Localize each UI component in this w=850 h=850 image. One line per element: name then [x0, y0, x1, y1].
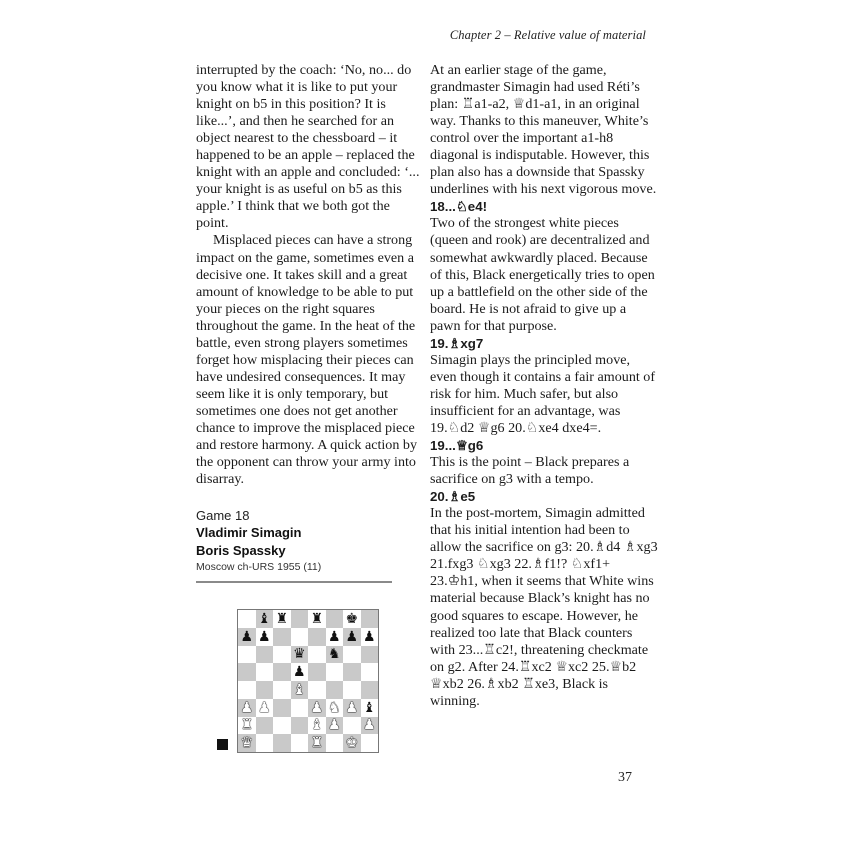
running-head: Chapter 2 – Relative value of material: [449, 28, 646, 42]
square-d6: [291, 646, 309, 664]
black-pawn-icon: ♟: [240, 628, 254, 645]
paragraph: At an earlier stage of the game, grandmaster Simagin had used Réti’s plan: ♖a1-a2, ♕d1-a1, in an original way. Thanks to this maneuver, White’s control over the important a1-h8 diagonal is indisputable. However, this plan also has a downside that Spassky underlines with his next vigorous move.: [430, 62, 657, 198]
white-pawn-icon: ♟: [310, 699, 324, 716]
black-bishop-icon: ♝: [257, 610, 271, 627]
move-heading: 19...♕g6: [430, 438, 484, 454]
square-d7: [291, 628, 309, 646]
square-f8: [326, 610, 344, 628]
square-c7: [273, 628, 291, 646]
square-a4: [238, 681, 256, 699]
chess-diagram: [237, 609, 379, 753]
square-e4: [308, 681, 326, 699]
square-d3: [291, 699, 309, 717]
square-b7: [256, 628, 274, 646]
white-bishop-icon: ♝: [292, 681, 306, 698]
black-player: Boris Spassky: [196, 542, 286, 558]
square-c8: [273, 610, 291, 628]
white-pawn-icon: ♟: [327, 717, 341, 734]
white-bishop-icon: ♝: [310, 717, 324, 734]
square-b5: [256, 663, 274, 681]
event-info: Moscow ch-URS 1955 (11): [196, 561, 322, 574]
square-d8: [291, 610, 309, 628]
black-pawn-icon: ♟: [292, 664, 306, 681]
white-rook-icon: ♜: [240, 717, 254, 734]
square-f3: [326, 699, 344, 717]
square-d2: [291, 717, 309, 735]
white-pawn-icon: ♟: [240, 699, 254, 716]
white-pawn-icon: ♟: [362, 717, 376, 734]
white-king-icon: ♚: [345, 735, 359, 752]
paragraph: interrupted by the coach: ‘No, no... do you know what it is like to put your knight on b5 in this position? It is like...’, and then he searched for an object nearest to the chessboard – it happened to be an apple – replaced the knight with an apple and concluded: ‘... your knight is as useful on b5 as this apple.’ I think that we both got the point.: [196, 62, 420, 232]
square-f7: [326, 628, 344, 646]
square-e8: [308, 610, 326, 628]
square-h7: [361, 628, 379, 646]
paragraph: This is the point – Black prepares a sacrifice on g3 with a tempo.: [430, 454, 630, 488]
paragraph: Misplaced pieces can have a strong impact on the game, sometimes even a decisive one. It takes skill and a great amount of knowledge to be able to put your pieces on the right squares throughout the game. In the heat of the battle, even strong players sometimes forget how misplacing their pieces can have undesired consequences. It may seem like it is only temporary, but sometimes one does not get another chance to improve the misplaced piece and restore harmony. A quick action by the opponent can throw your army into disarray.: [196, 232, 418, 488]
paragraph: In the post-mortem, Simagin admitted that his initial intention had been to allow the sacrifice on g3: 20.♗d4 ♗xg3 21.fxg3 ♘xg3 22.♗f1!? ♘xf1+ 23.♔h1, when it seems that White wins material because Black’s knight has no good squares to escape. However, he realized too late that Black counters with 23...♖c2!, threatening checkmate on g2. After 24.♖xc2 ♕xc2 25.♕b2 ♕xb2 26.♗xb2 ♖xe3, Black is winning.: [430, 505, 658, 709]
black-pawn-icon: ♟: [362, 628, 376, 645]
square-h2: [361, 717, 379, 735]
square-f6: [326, 646, 344, 664]
move-heading: 19.♗xg7: [430, 335, 484, 351]
square-h3: [361, 699, 379, 717]
square-a5: [238, 663, 256, 681]
black-rook-icon: ♜: [310, 610, 324, 627]
divider: [196, 581, 392, 583]
square-f1: [326, 734, 344, 752]
square-b2: [256, 717, 274, 735]
square-h6: [361, 646, 379, 664]
move-heading: 18...♘e4!: [430, 199, 488, 215]
black-pawn-icon: ♟: [345, 628, 359, 645]
white-player: Vladimir Simagin: [196, 525, 302, 541]
square-c2: [273, 717, 291, 735]
square-b3: [256, 699, 274, 717]
square-e2: [308, 717, 326, 735]
square-d5: [291, 663, 309, 681]
square-a1: [238, 734, 256, 752]
paragraph: Simagin plays the principled move, even though it contains a fair amount of risk for him. Much safer, but also insufficient for an advantage, was 19.♘d2 ♕g6 20.♘xe4 dxe4=.: [430, 351, 656, 436]
white-rook-icon: ♜: [310, 735, 324, 752]
square-c4: [273, 681, 291, 699]
black-pawn-icon: ♟: [257, 628, 271, 645]
white-queen-icon: ♛: [240, 735, 254, 752]
square-h1: [361, 734, 379, 752]
square-g1: [343, 734, 361, 752]
square-e5: [308, 663, 326, 681]
square-a8: [238, 610, 256, 628]
move-heading: 20.♗e5: [430, 489, 476, 505]
black-bishop-icon: ♝: [362, 699, 376, 716]
paragraph: Two of the strongest white pieces (queen and rook) are decentralized and somewhat awkwardly placed. Because of this, Black energetically tries to open up a battlefield on the other side of the board. He is not afraid to give up a pawn for that purpose.: [430, 215, 655, 334]
white-pawn-icon: ♟: [345, 699, 359, 716]
square-d1: [291, 734, 309, 752]
game-number: Game 18: [196, 508, 250, 524]
square-a2: [238, 717, 256, 735]
square-g2: [343, 717, 361, 735]
square-e1: [308, 734, 326, 752]
square-g5: [343, 663, 361, 681]
square-a3: [238, 699, 256, 717]
white-knight-icon: ♞: [327, 699, 341, 716]
black-rook-icon: ♜: [275, 610, 289, 627]
square-c5: [273, 663, 291, 681]
square-g3: [343, 699, 361, 717]
square-b1: [256, 734, 274, 752]
black-to-move-indicator: [217, 739, 228, 750]
square-e7: [308, 628, 326, 646]
square-g8: [343, 610, 361, 628]
square-f5: [326, 663, 344, 681]
square-h5: [361, 663, 379, 681]
page-number: 37: [618, 770, 632, 785]
square-g6: [343, 646, 361, 664]
square-a6: [238, 646, 256, 664]
black-knight-icon: ♞: [327, 646, 341, 663]
white-pawn-icon: ♟: [257, 699, 271, 716]
square-f2: [326, 717, 344, 735]
square-f4: [326, 681, 344, 699]
square-b6: [256, 646, 274, 664]
square-e6: [308, 646, 326, 664]
square-b8: [256, 610, 274, 628]
square-g4: [343, 681, 361, 699]
square-g7: [343, 628, 361, 646]
black-king-icon: ♚: [345, 610, 359, 627]
left-column: [196, 62, 422, 583]
square-c1: [273, 734, 291, 752]
square-d4: [291, 681, 309, 699]
black-pawn-icon: ♟: [327, 628, 341, 645]
square-c3: [273, 699, 291, 717]
square-c6: [273, 646, 291, 664]
square-b4: [256, 681, 274, 699]
square-a7: [238, 628, 256, 646]
square-h4: [361, 681, 379, 699]
game-header: [196, 507, 422, 583]
black-queen-icon: ♛: [292, 646, 306, 663]
square-e3: [308, 699, 326, 717]
right-column: [430, 62, 658, 710]
chessboard: [237, 609, 379, 753]
square-h8: [361, 610, 379, 628]
